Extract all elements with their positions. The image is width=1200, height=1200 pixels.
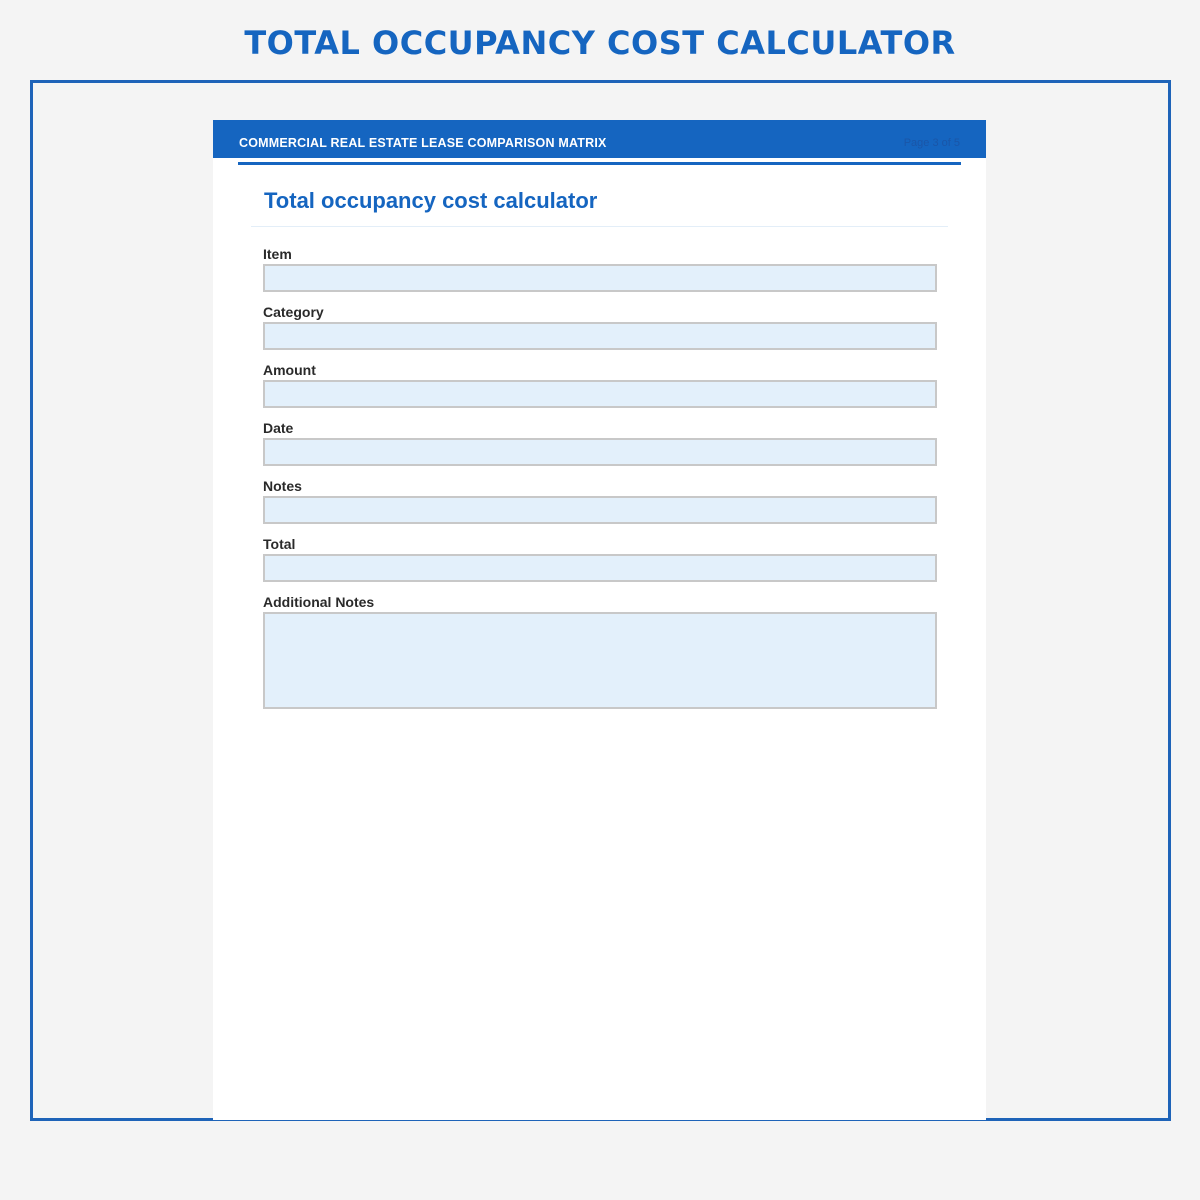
additional-notes-label: Additional Notes [263,594,375,610]
field-amount [263,362,937,408]
total-input[interactable] [263,554,937,582]
section-divider [251,226,948,227]
section-title: Total occupancy cost calculator [264,188,598,213]
document-header-title: COMMERCIAL REAL ESTATE LEASE COMPARISON MATRIX [239,136,607,150]
item-label: Item [263,246,292,262]
amount-input[interactable] [263,380,937,408]
field-date [263,420,937,466]
field-additional-notes [263,594,937,709]
notes-label: Notes [263,478,302,494]
page-indicator: Page 3 of 5 [903,137,960,149]
notes-input[interactable] [263,496,937,524]
amount-label: Amount [263,362,316,378]
field-category [263,304,937,350]
additional-notes-textarea[interactable] [263,612,937,709]
category-input[interactable] [263,322,937,350]
category-label: Category [263,304,324,320]
header-divider [238,162,961,165]
field-total [263,536,937,582]
field-notes [263,478,937,524]
field-item [263,246,937,292]
page-title: TOTAL OCCUPANCY COST CALCULATOR [244,24,956,62]
total-label: Total [263,536,296,552]
date-input[interactable] [263,438,937,466]
item-input[interactable] [263,264,937,292]
document-header [213,120,986,158]
date-label: Date [263,420,294,436]
document-page [213,120,986,1120]
occupancy-cost-form [263,246,937,721]
